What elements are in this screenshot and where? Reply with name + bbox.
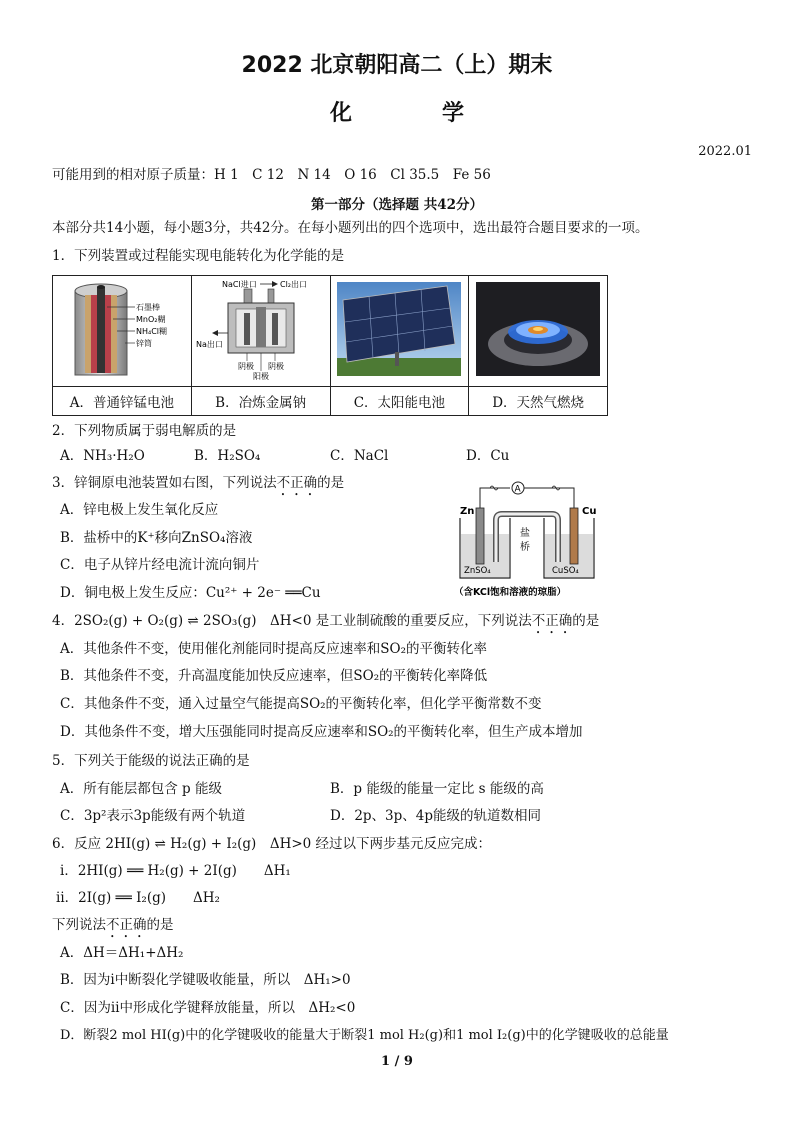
q6-option-b: B．因为ⅰ中断裂化学键吸收能量，所以 ΔH₁>0 [60,972,351,988]
battery-label-nh4cl: NH₄Cl糊 [135,327,167,336]
label-nacl-inlet: NaCl进口 [221,280,257,289]
gas-burner-figure [469,276,608,387]
q6-step-2: ⅱ．2I(g) ══ I₂(g) ΔH₂ [56,890,220,906]
label-na-outlet: Na出口 [195,340,223,349]
q4-option-a: A．其他条件不变，使用催化剂能同时提高反应速率和SO₂的平衡转化率 [60,641,487,657]
q4-stem [52,612,599,637]
q6-sub-stem [52,916,174,941]
q6-sub-emphasis: 不正确 [106,917,147,933]
q5-option-a: A．所有能层都包含 p 能级 [60,781,222,797]
q6-stem: 6．反应 2HI(g) ⇌ H₂(g) + I₂(g) ΔH>0 经过以下两步基元反应完成： [52,836,492,852]
q4-option-b: B．其他条件不变，升高温度能加快反应速率，但SO₂的平衡转化率降低 [60,668,488,684]
q6-option-a: A．ΔH＝ΔH₁+ΔH₂ [60,945,184,961]
cu-label: Cu [582,506,597,517]
q2-stem: 2．下列物质属于弱电解质的是 [52,423,237,439]
q4-stem-before: 4．2SO₂(g) + O₂(g) ⇌ 2SO₃(g) ΔH<0 是工业制硫酸的重要反应，下列说法 [52,613,532,629]
cuso4-label: CuSO₄ [552,566,579,576]
electrolysis-figure [191,276,330,387]
q3-stem [52,474,344,499]
label-cathode-left: 阴极 [237,362,254,371]
exam-title: 2022 北京朝阳高二（上）期末 [241,53,553,78]
q4-option-c: C．其他条件不变，通入过量空气能提高SO₂的平衡转化率，但化学平衡常数不变 [60,696,542,712]
q3-stem-emphasis: 不正确 [276,475,318,491]
q3-stem-before: 3．锌铜原电池装置如右图，下列说法 [52,475,277,491]
label-cl2-outlet: Cl₂出口 [279,280,307,289]
q4-option-d: D．其他条件不变，增大压强能同时提高反应速率和SO₂的平衡转化率，但生产成本增加 [60,724,583,740]
q1-option-c: C．太阳能电池 [330,387,469,416]
label-anode: 阳极 [252,372,269,381]
q3-option-d: D．铜电极上发生反应：Cu²⁺ + 2e⁻ ══Cu [60,585,321,601]
q3-option-c: C．电子从锌片经电流计流向铜片 [60,557,260,573]
q5-option-c: C．3p²表示3p能级有两个轨道 [60,808,246,824]
zinc-manganese-battery-icon [57,277,187,381]
label-cathode-right: 阴极 [267,362,284,371]
subject-title: 化 学 [329,101,498,126]
q4-stem-emphasis: 不正确 [531,613,573,629]
battery-label-mno2: MnO₂糊 [135,315,166,324]
q4-stem-after: 的是 [572,613,600,629]
q3-stem-after: 的是 [317,475,345,491]
part1-heading: 第一部分（选择题 共42分） [311,197,483,213]
solar-panel-figure [330,276,469,387]
zn-label: Zn [460,506,475,517]
q5-stem: 5．下列关于能级的说法正确的是 [52,753,250,769]
zinc-copper-cell-figure [452,474,602,602]
q1-option-a: A．普通锌锰电池 [53,387,192,416]
q6-option-c: C．因为ⅱ中形成化学键释放能量，所以 ΔH₂<0 [60,1000,356,1016]
atomic-masses: 可能用到的相对原子质量：H 1 C 12 N 14 O 16 Cl 35.5 Fe 56 [52,167,491,183]
salt-bridge-label-1: 盐 [520,528,530,539]
q6-step-1: ⅰ．2HI(g) ══ H₂(g) + 2I(g) ΔH₁ [60,863,291,879]
q2-option-d: D．Cu [466,448,510,464]
q1-option-d: D．天然气燃烧 [469,387,608,416]
q1-options-table [52,275,608,416]
salt-bridge-label-2: 桥 [520,542,530,553]
figure-caption: （含KCl饱和溶液的琼脂） [454,587,567,598]
ammeter-label: A [514,484,521,495]
page-number: 1 / 9 [381,1054,413,1069]
sodium-electrolysis-cell-icon [194,277,328,381]
q6-sub-before: 下列说法 [52,917,106,933]
q6-option-d: D．断裂2 mol HI(g)中的化学键吸收的能量大于断裂1 mol H₂(g)和1 mol I₂(g)中的化学键吸收的总能量 [60,1028,669,1043]
battery-figure [53,276,192,387]
q5-option-b: B．p 能级的能量一定比 s 能级的高 [330,781,544,797]
q6-sub-after: 的是 [146,917,174,933]
znso4-label: ZnSO₄ [464,566,491,576]
solar-panel-photo-icon [337,282,461,376]
q1-option-b: B．冶炼金属钠 [191,387,330,416]
q5-option-d: D．2p、3p、4p能级的轨道数相同 [330,808,542,824]
part1-intro: 本部分共14小题，每小题3分，共42分。在每小题列出的四个选项中，选出最符合题目要求的一项。 [52,220,649,236]
q1-stem: 1．下列装置或过程能实现电能转化为化学能的是 [52,248,345,264]
q3-option-b: B．盐桥中的K⁺移向ZnSO₄溶液 [60,530,253,546]
q2-option-c: C．NaCl [330,448,389,464]
battery-label-zinc: 锌筒 [135,339,152,348]
q2-option-a: A．NH₃·H₂O [60,448,145,464]
q2-option-b: B．H₂SO₄ [194,448,261,464]
q3-option-a: A．锌电极上发生氧化反应 [60,502,219,518]
exam-date: 2022.01 [698,144,752,159]
gas-flame-photo-icon [476,282,600,376]
battery-label-graphite: 石墨棒 [135,303,160,312]
